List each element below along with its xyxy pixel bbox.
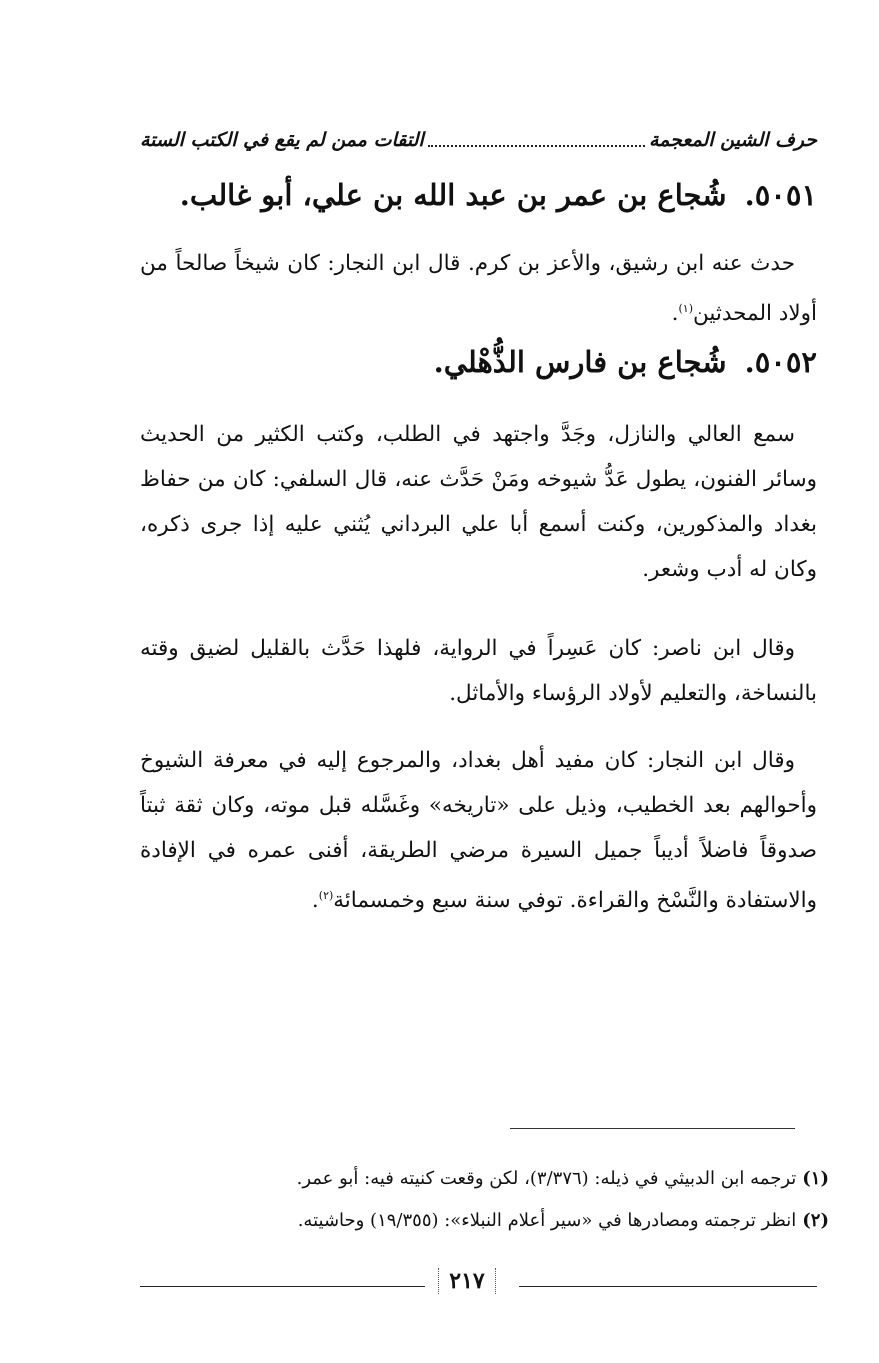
footnote-marker: (١) bbox=[678, 302, 694, 315]
footnote-text: انظر ترجمته ومصادرها في «سير أعلام النبلاء»: (١٩/٣٥٥) وحاشيته. bbox=[297, 1210, 797, 1231]
footnote-number: (٢) bbox=[802, 1210, 829, 1231]
header-chapter: حرف الشين المعجمة bbox=[648, 129, 817, 151]
entry-number: ٥٠٥١. bbox=[744, 178, 817, 212]
entry-title bbox=[140, 178, 817, 212]
paragraph-text: وقال ابن النجار: كان مفيد أهل بغداد، والمرجوع إليه في معرفة الشيوخ وأحوالهم بعد الخطيب، وذيل على «تاريخه» وغَسَّله قبل موته، وكان ثقة ثبتاً صدوقاً فاضلاً أديباً جميل السيرة مرضي الطريقة، أفنى عمره في الإفادة والاستفادة والنَّسْخ والقراءة. توفي سنة سبع وخمسمائة bbox=[140, 748, 817, 914]
footnote-text: ترجمه ابن الدبيثي في ذيله: (٣/٣٧٦)، لكن وقعت كنيته فيه: أبو عمر. bbox=[296, 1168, 797, 1189]
footnote bbox=[140, 1206, 829, 1236]
running-header bbox=[140, 120, 817, 160]
footnote-separator bbox=[510, 1128, 795, 1129]
footnote bbox=[140, 1164, 829, 1194]
header-book-title: التقات ممن لم يقع في الكتب الستة bbox=[140, 129, 424, 151]
paragraph-text: سمع العالي والنازل، وجَدَّ واجتهد في الطلب، وكتب الكثير من الحديث وسائر الفنون، يطول عَدُّ شيوخه ومَنْ حَدَّث عنه، قال السلفي: كان من حفاظ بغداد والمذكورين، وكنت أسمع أبا علي البرداني يُثني عليه إذا جرى ذكره، وكان له أدب وشعر. bbox=[140, 422, 817, 582]
paragraph-text: وقال ابن ناصر: كان عَسِراً في الرواية، فلهذا حَدَّث بالقليل لضيق وقته بالنساخة، والتعليم لأولاد الرؤساء والأماثل. bbox=[140, 636, 817, 706]
entry-name: شُجاع بن فارس الذُّهْلي. bbox=[433, 345, 727, 379]
page-number: ٢١٧ bbox=[412, 1268, 522, 1294]
paragraph bbox=[140, 412, 817, 592]
paragraph bbox=[140, 626, 817, 716]
entry-name: شُجاع بن عمر بن عبد الله بن علي، أبو غالب. bbox=[179, 178, 727, 212]
entry-number: ٥٠٥٢. bbox=[744, 345, 817, 379]
footnote-number: (١) bbox=[802, 1168, 829, 1189]
paragraph: وقال ابن النجار: كان مفيد أهل بغداد، والمرجوع إليه في معرفة الشيوخ وأحوالهم بعد الخطيب، وذيل على «تاريخه» وغَسَّله قبل موته، وكان ثقة ثبتاً صدوقاً فاضلاً أديباً جميل السيرة مرضي الطريقة، أفنى عمره في الإفادة والاستفادة والنَّسْخ والقراءة. توفي سنة سبع وخمسمائة$^{(٢)}$. bbox=[140, 748, 817, 914]
paragraph: حدث عنه ابن رشيق، والأعز بن كرم. قال ابن النجار: كان شيخاً صالحاً من أولاد المحدثين$^{(١)}$. bbox=[140, 251, 817, 327]
footnote-marker: (٢) bbox=[318, 889, 334, 902]
header-dotted-leader bbox=[428, 133, 645, 147]
entry-title bbox=[140, 345, 817, 379]
paragraph-text: حدث عنه ابن رشيق، والأعز بن كرم. قال ابن النجار: كان شيخاً صالحاً من أولاد المحدثين bbox=[140, 251, 817, 327]
